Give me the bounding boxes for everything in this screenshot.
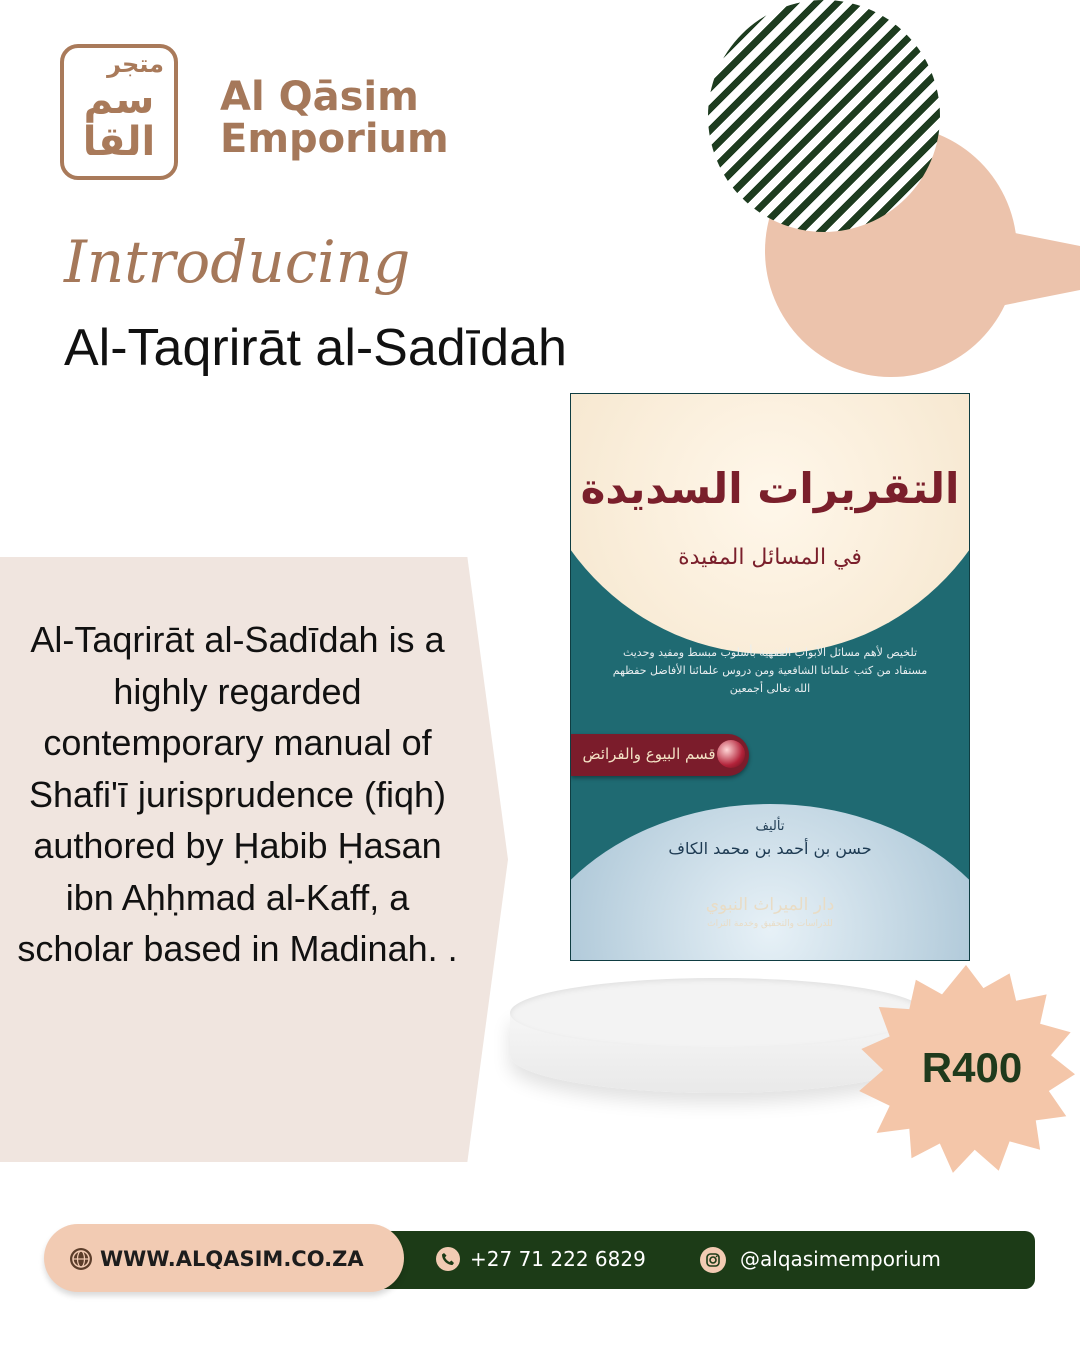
instagram-handle[interactable]: @alqasimemporium <box>740 1247 941 1271</box>
product-description: Al-Taqrirāt al-Sadīdah is a highly regarded contemporary manual of Shafi'ī jurisprudence (fiqh) authored by Ḥabib Ḥasan ibn Aḥḥmad al-Kaff, a scholar based in Madinah. . <box>17 619 458 969</box>
logo-arabic-line3: القا <box>82 119 156 165</box>
price-label: R400 <box>921 1044 1023 1091</box>
book-cover-subtitle: في المسائل المفيدة <box>678 545 862 570</box>
intro-heading: Introducing <box>64 228 411 296</box>
book-cover-publisher-sub: للدراسات والتحقيق وخدمة التراث <box>707 919 833 929</box>
phone-icon <box>436 1247 460 1271</box>
decor-striped-circle <box>708 0 940 232</box>
brand-name-line2: Emporium <box>220 116 449 162</box>
book-cover-section: قسم البيوع والفرائض <box>582 745 716 763</box>
brand-name <box>220 76 449 160</box>
book-cover-top-arc <box>571 394 969 654</box>
phone-number[interactable]: +27 71 222 6829 <box>470 1247 646 1271</box>
book-cover-author-label: تأليف <box>755 819 785 834</box>
book-cover-title: التقريرات السديدة <box>580 464 960 513</box>
book-cover-image <box>571 394 969 960</box>
logo-mark <box>60 50 178 165</box>
brand-name-line1: Al Qāsim <box>220 74 419 120</box>
product-title: Al-Taqrirāt al-Sadīdah <box>64 319 567 377</box>
book-cover-blurb: تلخيص لأهم مسائل الأبواب الفقهية بأسلوب مبسط ومفيد وحديث مستفاد من كتب علمائنا الشافعية ومن دروس علمائنا الأفاضل حفظهم الله تعالى أجمعين <box>612 646 928 695</box>
website-link[interactable]: WWW.ALQASIM.CO.ZA <box>100 1247 364 1271</box>
logo-arabic-line1: متجر <box>107 50 164 78</box>
book-cover-publisher: دار الميراث النبوي <box>705 895 835 915</box>
logo-arabic-line2: سم <box>83 77 155 123</box>
book-cover-author: حسن بن أحمد بن محمد الكاف <box>668 839 872 858</box>
globe-icon <box>70 1248 92 1270</box>
pedestal-top <box>510 978 925 1048</box>
instagram-icon <box>700 1247 726 1273</box>
book-cover-ornament <box>717 740 745 768</box>
